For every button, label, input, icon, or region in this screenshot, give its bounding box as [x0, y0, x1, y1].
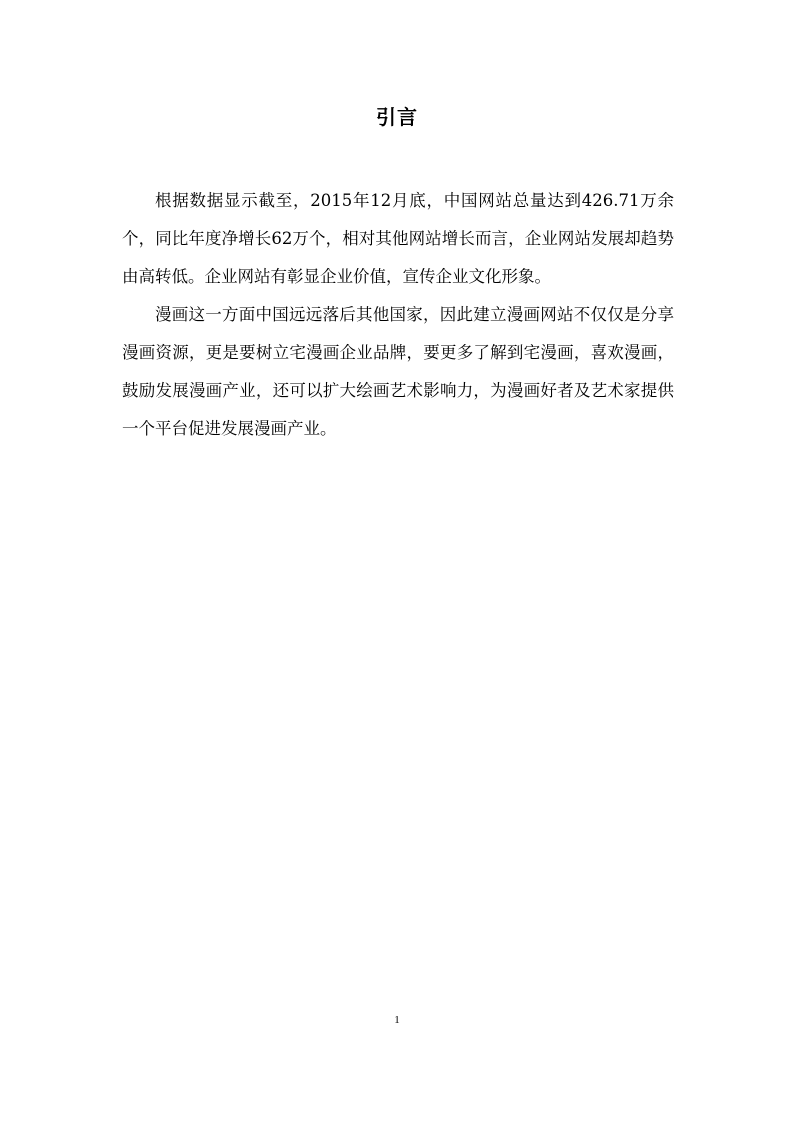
paragraph-1: 根据数据显示截至，2015年12月底，中国网站总量达到426.71万余个，同比年度净增长62万个，相对其他网站增长而言，企业网站发展却趋势由高转低。企业网站有彰显企业价值，宣传企业文化形象。	[122, 191, 674, 286]
page-number: 1	[394, 1014, 400, 1026]
paragraph-2: 漫画这一方面中国远远落后其他国家，因此建立漫画网站不仅仅是分享漫画资源，更是要树立宅漫画企业品牌，要更多了解到宅漫画，喜欢漫画，鼓励发展漫画产业，还可以扩大绘画艺术影响力，为漫画好者及艺术家提供一个平台促进发展漫画产业。	[122, 305, 674, 438]
body-text	[122, 182, 674, 448]
page-title: 引言	[376, 105, 418, 129]
